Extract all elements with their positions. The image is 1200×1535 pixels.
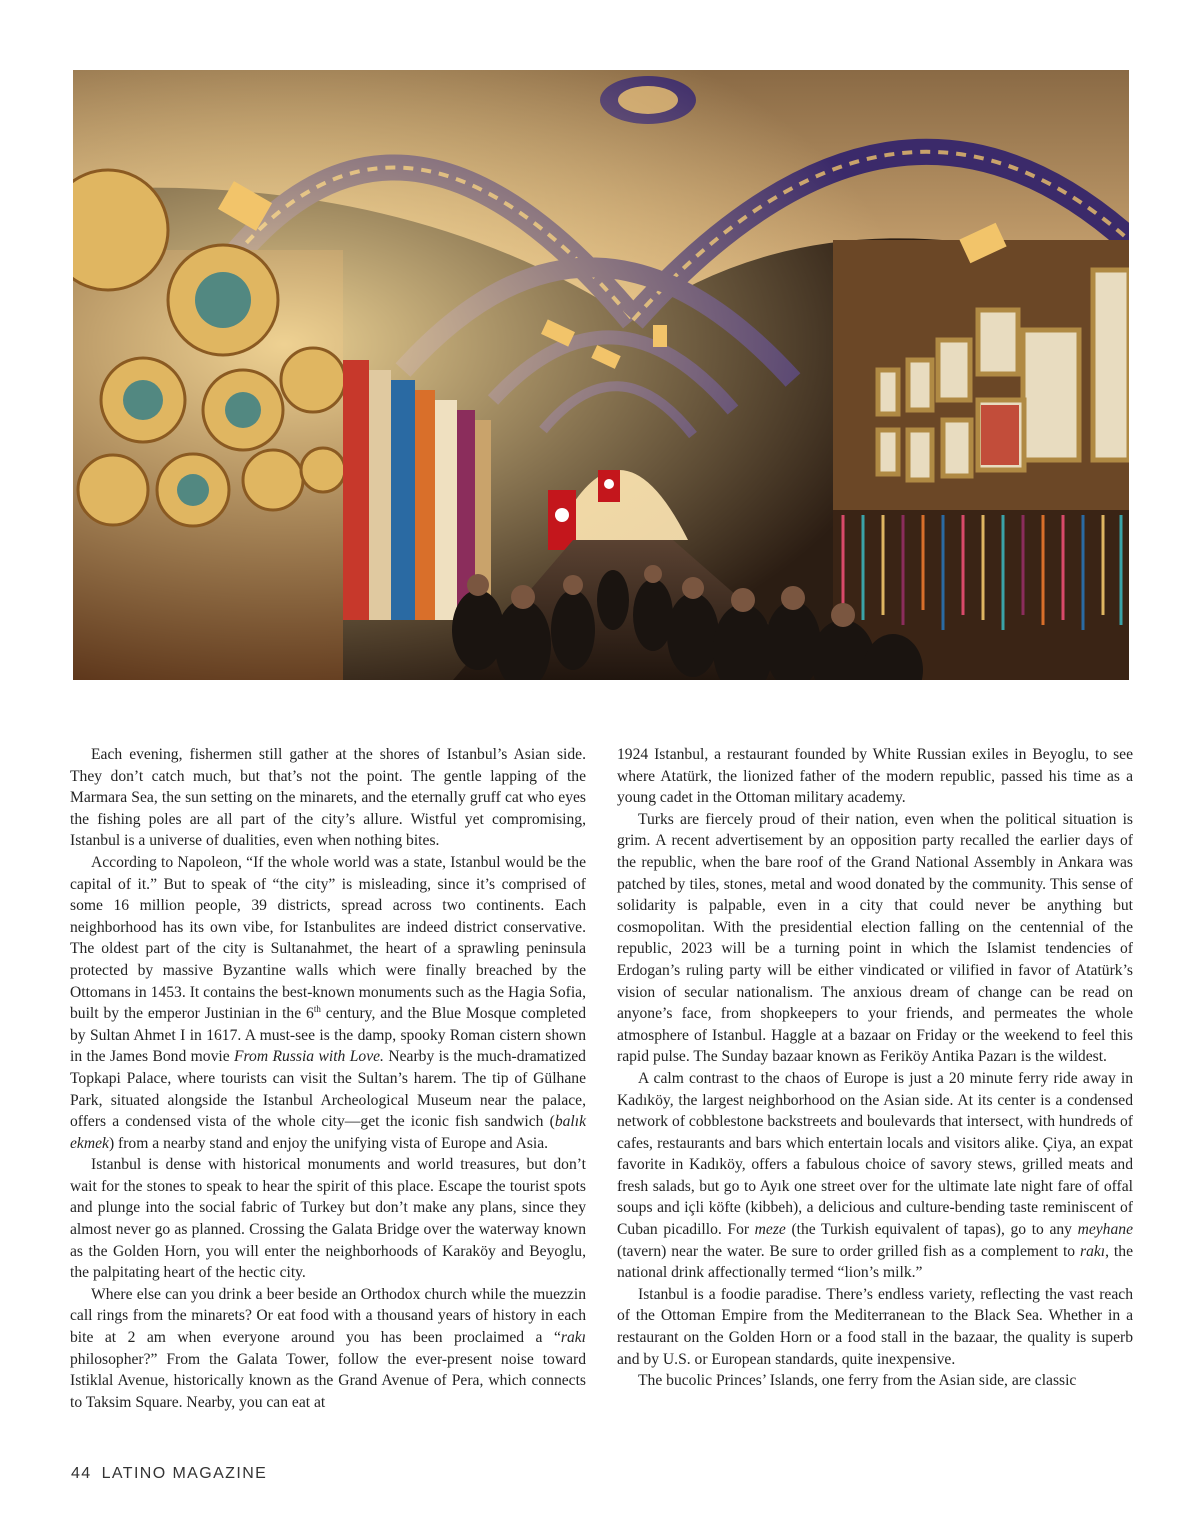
page-number: 44 — [71, 1465, 92, 1482]
article-column-right — [617, 744, 1133, 1392]
page-folio — [71, 1465, 267, 1483]
article-column-left — [70, 744, 586, 1413]
paragraph: A calm contrast to the chaos of Europe is just a 20 minute ferry ride away in Kadıköy, the largest neighborhood on the Asian side. At its center is a condensed network of cobblestone backstreets and boulevards that intersect, with hundreds of cafes, restaurants and bars which entertain locals and visitors alike. Çiya, an expat favorite in Kadıköy, offers a fabulous choice of savory stews, grilled meats and fresh salads, but go to Ayık one street over for the ultimate late night fare of offal soups and içli köfte (kibbeh), a delicious and culture-bending taste reminiscent of Cuban picadillo. For meze (the Turkish equivalent of tapas), go to any meyhane (tavern) near the water. Be sure to order grilled fish as a complement to rakı, the national drink affectionally termed “lion’s milk.” — [617, 1069, 1133, 1282]
paragraph: Where else can you drink a beer beside an Orthodox church while the muezzin call rings from the minarets? Or eat food with a thousand years of history in each bite at 2 am when everyone around you has been proclaimed a “rakı philosopher?” From the Galata Tower, follow the ever-present noise toward Istiklal Avenue, historically known as the Grand Avenue of Pera, which connects to Taksim Square. Nearby, you can eat at — [70, 1285, 586, 1411]
publication-name: LATINO MAGAZINE — [101, 1465, 268, 1482]
paragraph: Istanbul is dense with historical monuments and world treasures, but don’t wait for the stones to speak to hear the spirit of this place. Escape the tourist spots and plunge into the social fabric of Turkey but don’t make any plans, since they almost never go as planned. Crossing the Galata Bridge over the waterway known as the Golden Horn, you will enter the neighborhoods of Karaköy and Beyoglu, the palpitating heart of the hectic city. — [70, 1156, 586, 1282]
paragraph: According to Napoleon, “If the whole world was a state, Istanbul would be the capital of it.” But to speak of “the city” is misleading, since it’s comprised of some 16 million people, 39 districts, spread across two continents. Each neighborhood has its own vibe, for Istanbulites are indeed district conservative. The oldest part of the city is Sultanahmet, the heart of a sprawling peninsula protected by massive Byzantine walls which were finally breached by the Ottomans in 1453. It contains the best-known monuments such as the Hagia Sofia, built by the emperor Justinian in the 6th century, and the Blue Mosque completed by Sultan Ahmet I in 1617. A must-see is the damp, spooky Roman cistern shown in the James Bond movie From Russia with Love. Nearby is the much-dramatized Topkapi Palace, where tourists can visit the Sultan’s harem. The tip of Gülhane Park, situated alongside the Istanbul Archeological Museum near the palace, offers a condensed vista of the whole city—get the iconic fish sandwich (balık ekmek) from a nearby stand and enjoy the unifying vista of Europe and Asia. — [70, 853, 586, 1152]
paragraph: The bucolic Princes’ Islands, one ferry from the Asian side, are classic — [638, 1372, 1077, 1390]
bazaar-photo — [73, 70, 1129, 680]
paragraph: Istanbul is a foodie paradise. There’s endless variety, reflecting the vast reach of the Ottoman Empire from the Mediterranean to the Black Sea. Whether in a restaurant on the Golden Horn or a food stall in the bazaar, the quality is superb and by U.S. or European standards, quite inexpensive. — [617, 1285, 1133, 1368]
bazaar-illustration — [73, 70, 1129, 680]
paragraph: 1924 Istanbul, a restaurant founded by White Russian exiles in Beyoglu, to see where Atatürk, the lionized father of the modern republic, passed his time as a young cadet in the Ottoman military academy. — [617, 746, 1133, 807]
paragraph: Each evening, fishermen still gather at the shores of Istanbul’s Asian side. They don’t catch much, but that’s not the point. The gentle lapping of the Marmara Sea, the sun setting on the minarets, and the eternally gruff cat who eyes the fishing poles are all part of the city’s allure. Wistful yet compromising, Istanbul is a universe of dualities, even when nothing bites. — [70, 746, 586, 850]
paragraph: Turks are fiercely proud of their nation, even when the political situation is grim. A recent advertisement by an opposition party recalled the earlier days of the republic, when the bare roof of the Grand National Assembly in Ankara was patched by tiles, stones, metal and wood donated by the community. This sense of solidarity is palpable, even in a city that could never be anything but cosmopolitan. With the presidential election falling on the centennial of the republic, 2023 will be a turning point in which the Islamist tendencies of Erdogan’s ruling party will be either vindicated or vilified in favor of Atatürk’s vision of secular nationalism. The anxious dream of change can be read on anyone’s face, from shopkeepers to your friends, and permeates the whole atmosphere of Istanbul. Haggle at a bazaar on Friday or the weekend to feel this rapid pulse. The Sunday bazaar known as Feriköy Antika Pazarı is the wildest. — [617, 810, 1133, 1066]
